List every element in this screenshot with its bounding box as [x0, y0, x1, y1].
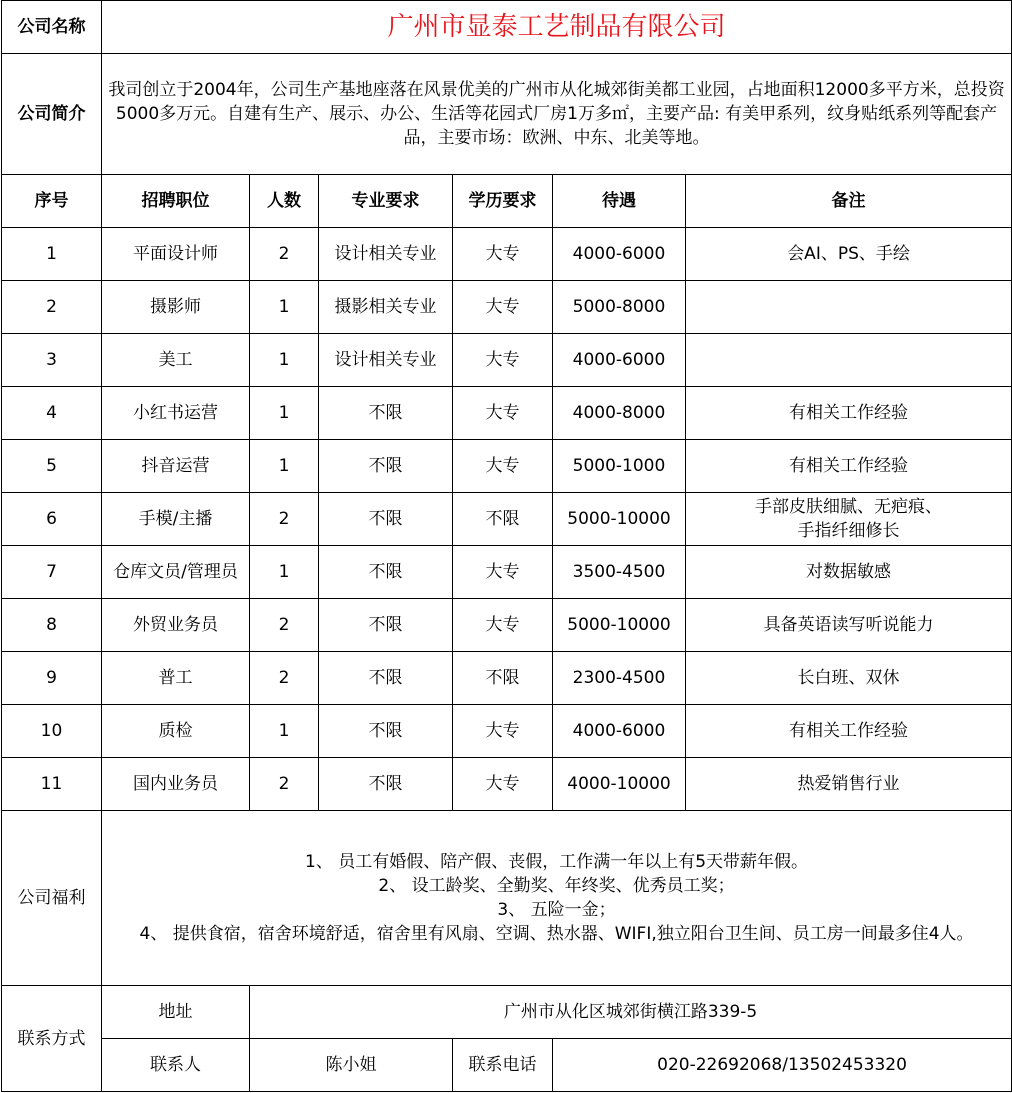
benefit-item: 2、 设工龄奖、全勤奖、年终奖、优秀员工奖； [378, 876, 735, 896]
col-header-count: 人数 [250, 175, 319, 228]
job-salary: 5000-10000 [553, 493, 686, 546]
job-note-line: 手指纤细修长 [797, 521, 900, 541]
job-note-line: 热爱销售行业 [797, 774, 900, 794]
job-major-requirement: 设计相关专业 [319, 334, 453, 387]
job-education-requirement: 大专 [453, 705, 553, 758]
job-rows [2, 228, 1012, 811]
job-note [686, 228, 1012, 281]
job-number: 1 [2, 228, 102, 281]
company-intro-label: 公司简介 [2, 54, 102, 175]
job-note-line: 会AI、PS、手绘 [787, 244, 910, 264]
job-headcount: 1 [250, 440, 319, 493]
contact-address-row [2, 986, 1012, 1039]
company-name-label: 公司名称 [2, 1, 102, 54]
job-major-requirement: 不限 [319, 705, 453, 758]
job-position: 摄影师 [102, 281, 250, 334]
job-major-requirement: 不限 [319, 493, 453, 546]
job-note [686, 440, 1012, 493]
job-headcount: 1 [250, 705, 319, 758]
job-position: 普工 [102, 652, 250, 705]
job-position: 外贸业务员 [102, 599, 250, 652]
job-headcount: 2 [250, 652, 319, 705]
job-education-requirement: 大专 [453, 334, 553, 387]
job-salary: 4000-6000 [553, 334, 686, 387]
job-note-line: 有相关工作经验 [789, 721, 909, 741]
job-education-requirement: 大专 [453, 387, 553, 440]
job-note [686, 387, 1012, 440]
company-intro-row [2, 54, 1012, 175]
job-major-requirement: 不限 [319, 758, 453, 811]
job-note [686, 546, 1012, 599]
job-headcount: 1 [250, 281, 319, 334]
job-position: 平面设计师 [102, 228, 250, 281]
job-salary: 5000-8000 [553, 281, 686, 334]
job-note-line: 手部皮肤细腻、无疤痕、 [755, 497, 943, 517]
job-note [686, 652, 1012, 705]
phone-value: 020-22692068/13502453320 [553, 1039, 1012, 1092]
table-row [2, 705, 1012, 758]
jobs-header-row [2, 175, 1012, 228]
job-position: 仓库文员/管理员 [102, 546, 250, 599]
job-salary: 4000-6000 [553, 228, 686, 281]
job-note-line: 长白班、双休 [797, 668, 900, 688]
job-salary: 5000-10000 [553, 599, 686, 652]
job-position: 美工 [102, 334, 250, 387]
job-education-requirement: 大专 [453, 281, 553, 334]
job-position: 手模/主播 [102, 493, 250, 546]
job-number: 3 [2, 334, 102, 387]
job-major-requirement: 不限 [319, 387, 453, 440]
job-headcount: 1 [250, 387, 319, 440]
col-header-position: 招聘职位 [102, 175, 250, 228]
contact-person-label: 联系人 [102, 1039, 250, 1092]
job-position: 质检 [102, 705, 250, 758]
job-note-line: 有相关工作经验 [789, 456, 909, 476]
table-row [2, 546, 1012, 599]
job-education-requirement: 大专 [453, 758, 553, 811]
job-education-requirement: 大专 [453, 546, 553, 599]
job-headcount: 2 [250, 228, 319, 281]
job-note [686, 334, 1012, 387]
benefits-list [102, 811, 1012, 986]
recruitment-table [1, 0, 1012, 1092]
job-education-requirement: 大专 [453, 228, 553, 281]
job-note-line: 有相关工作经验 [789, 403, 909, 423]
table-row [2, 440, 1012, 493]
job-headcount: 2 [250, 758, 319, 811]
job-headcount: 1 [250, 334, 319, 387]
phone-label: 联系电话 [453, 1039, 553, 1092]
table-row [2, 652, 1012, 705]
job-education-requirement: 不限 [453, 493, 553, 546]
job-note [686, 758, 1012, 811]
col-header-note: 备注 [686, 175, 1012, 228]
job-headcount: 1 [250, 546, 319, 599]
benefit-item: 3、 五险一金； [497, 900, 616, 920]
job-note [686, 281, 1012, 334]
table-row [2, 758, 1012, 811]
job-salary: 5000-1000 [553, 440, 686, 493]
col-header-salary: 待遇 [553, 175, 686, 228]
job-major-requirement: 不限 [319, 546, 453, 599]
job-major-requirement: 不限 [319, 652, 453, 705]
job-salary: 3500-4500 [553, 546, 686, 599]
contact-label: 联系方式 [2, 986, 102, 1092]
job-note [686, 705, 1012, 758]
job-position: 小红书运营 [102, 387, 250, 440]
contact-person-value: 陈小姐 [250, 1039, 453, 1092]
job-note-line: 具备英语读写听说能力 [763, 615, 934, 635]
job-major-requirement: 设计相关专业 [319, 228, 453, 281]
job-note [686, 493, 1012, 546]
job-headcount: 2 [250, 493, 319, 546]
job-note [686, 599, 1012, 652]
job-number: 5 [2, 440, 102, 493]
job-education-requirement: 大专 [453, 440, 553, 493]
job-number: 11 [2, 758, 102, 811]
job-position: 抖音运营 [102, 440, 250, 493]
benefits-row [2, 811, 1012, 986]
job-education-requirement: 不限 [453, 652, 553, 705]
table-row [2, 493, 1012, 546]
job-salary: 4000-10000 [553, 758, 686, 811]
job-major-requirement: 不限 [319, 599, 453, 652]
job-number: 7 [2, 546, 102, 599]
table-row [2, 599, 1012, 652]
address-label: 地址 [102, 986, 250, 1039]
job-salary: 4000-8000 [553, 387, 686, 440]
col-header-major: 专业要求 [319, 175, 453, 228]
job-education-requirement: 大专 [453, 599, 553, 652]
job-major-requirement: 摄影相关专业 [319, 281, 453, 334]
job-major-requirement: 不限 [319, 440, 453, 493]
table-row [2, 334, 1012, 387]
job-number: 8 [2, 599, 102, 652]
table-row [2, 228, 1012, 281]
contact-person-row [2, 1039, 1012, 1092]
benefit-item: 4、 提供食宿，宿舍环境舒适，宿舍里有风扇、空调、热水器、WIFI,独立阳台卫生间、员工房一间最多住4人。 [139, 924, 974, 944]
job-number: 10 [2, 705, 102, 758]
job-note-line: 对数据敏感 [806, 562, 892, 582]
company-name-row [2, 1, 1012, 54]
col-header-no: 序号 [2, 175, 102, 228]
table-row [2, 281, 1012, 334]
job-number: 9 [2, 652, 102, 705]
benefit-item: 1、 员工有婚假、陪产假、丧假，工作满一年以上有5天带薪年假。 [305, 852, 809, 872]
job-number: 6 [2, 493, 102, 546]
col-header-education: 学历要求 [453, 175, 553, 228]
job-headcount: 2 [250, 599, 319, 652]
job-position: 国内业务员 [102, 758, 250, 811]
address-value: 广州市从化区城郊街横江路339-5 [250, 986, 1012, 1039]
table-row [2, 387, 1012, 440]
job-salary: 2300-4500 [553, 652, 686, 705]
company-name: 广州市显泰工艺制品有限公司 [102, 1, 1012, 54]
job-number: 2 [2, 281, 102, 334]
company-intro-text: 我司创立于2004年，公司生产基地座落在风景优美的广州市从化城郊街美都工业园，占地面积12000多平方米，总投资5000多万元。自建有生产、展示、办公、生活等花园式厂房1万多㎡，主要产品: 有美甲系列，纹身贴纸系列等配套产品，主要市场：欧洲、中东、北美等地。 [102, 54, 1012, 175]
job-number: 4 [2, 387, 102, 440]
job-salary: 4000-6000 [553, 705, 686, 758]
benefits-label: 公司福利 [2, 811, 102, 986]
